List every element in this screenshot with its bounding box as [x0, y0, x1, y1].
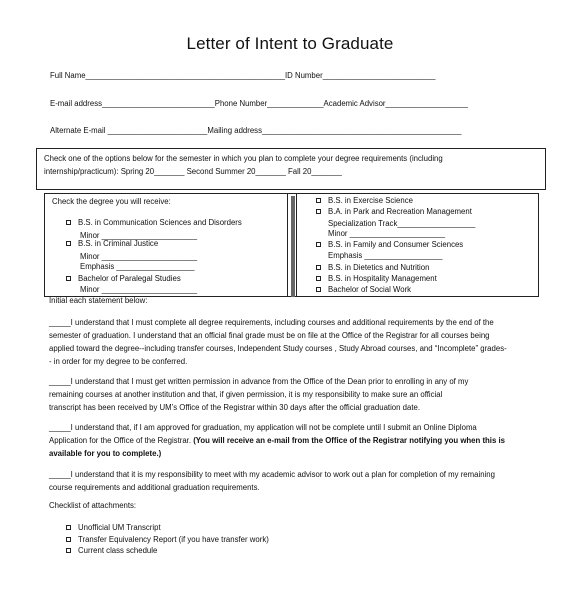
- statement-1-line[interactable]: _____I understand that I must complete all degree requirements, including courses and additional requirements by the end of the: [49, 318, 494, 327]
- checkbox-icon[interactable]: [316, 287, 321, 292]
- statement-2-line: transcript has been received by UM’s Office of the Registrar within 30 days after the official graduation date.: [49, 403, 420, 412]
- checklist-item-transfer[interactable]: Transfer Equivalency Report (if you have transfer work): [66, 535, 269, 545]
- checkbox-icon[interactable]: [316, 242, 321, 247]
- checkbox-icon[interactable]: [66, 241, 71, 246]
- degree-box-shade: [291, 196, 295, 297]
- checkbox-icon[interactable]: [66, 220, 71, 225]
- statement-4-line: course requirements and additional graduation requirements.: [49, 483, 260, 492]
- statement-2-line[interactable]: _____I understand that I must get written permission in advance from the Office of the Dean prior to enrolling in any of my: [49, 377, 469, 386]
- degree-option-park-rec[interactable]: B.A. in Park and Recreation Management: [316, 207, 472, 217]
- semester-instructions: Check one of the options below for the semester in which you plan to complete your degree requirements (including: [44, 154, 443, 163]
- minor-field-paralegal[interactable]: Minor ______________________: [80, 285, 198, 294]
- email-phone-advisor-row[interactable]: E-mail address__________________________Phone Number_____________Academic Advisor___________________: [50, 99, 468, 108]
- statement-3-line[interactable]: _____I understand that, if I am approved for graduation, my application will not be complete until I submit an Online Diploma: [49, 423, 477, 432]
- checkbox-icon[interactable]: [316, 198, 321, 203]
- degree-option-hospitality[interactable]: B.S. in Hospitality Management: [316, 274, 437, 284]
- degree-option-cj[interactable]: B.S. in Criminal Justice: [66, 239, 158, 249]
- statement-3: [49, 421, 539, 460]
- statement-3-line: Application for the Office of the Registrar. (You will receive an e-mail from the Office of the Registrar notifying you when this is: [49, 436, 505, 445]
- statement-3-line: available for you to complete.): [49, 449, 162, 458]
- statement-2: [49, 375, 539, 414]
- statement-4: [49, 468, 539, 494]
- statement-1: [49, 316, 539, 368]
- checkbox-icon[interactable]: [316, 276, 321, 281]
- minor-field-cj[interactable]: Minor ______________________: [80, 252, 198, 261]
- statement-1-line: applied toward the degree--including transfer courses, Independent Study courses , Study Abroad courses, and “Incomplete” grades-: [49, 344, 507, 353]
- statement-1-line: semester of graduation. I understand that an official final grade must be on file at the Office of the Registrar for all courses being: [49, 331, 490, 340]
- semester-options[interactable]: internship/practicum): Spring 20_______ Second Summer 20_______ Fall 20_______: [44, 167, 342, 176]
- alt-email-mailing-row[interactable]: Alternate E-mail _______________________Mailing address______________________________________________: [50, 126, 462, 135]
- emphasis-field-cj[interactable]: Emphasis __________________: [80, 262, 195, 271]
- checklist-item-schedule[interactable]: Current class schedule: [66, 546, 157, 556]
- degree-box-divider-right: [296, 193, 297, 297]
- checkbox-icon[interactable]: [66, 537, 71, 542]
- minor-field-csd[interactable]: Minor ______________________: [80, 231, 198, 240]
- checklist-item-transcript[interactable]: Unofficial UM Transcript: [66, 523, 161, 533]
- checkbox-icon[interactable]: [316, 265, 321, 270]
- degree-option-fcs[interactable]: B.S. in Family and Consumer Sciences: [316, 240, 463, 250]
- statement-4-line[interactable]: _____I understand that it is my responsibility to meet with my academic advisor to work out a plan for completion of my remaining: [49, 470, 495, 479]
- checkbox-icon[interactable]: [66, 276, 71, 281]
- degree-option-csd[interactable]: B.S. in Communication Sciences and Disorders: [66, 218, 242, 228]
- emphasis-field-fcs[interactable]: Emphasis __________________: [328, 251, 443, 260]
- checkbox-icon[interactable]: [66, 525, 71, 530]
- degree-heading: Check the degree you will receive:: [52, 197, 171, 206]
- initial-heading: Initial each statement below:: [49, 296, 148, 305]
- degree-option-paralegal[interactable]: Bachelor of Paralegal Studies: [66, 274, 181, 284]
- degree-option-exercise[interactable]: B.S. in Exercise Science: [316, 196, 413, 206]
- top-bar: [0, 0, 580, 20]
- degree-option-dietetics[interactable]: B.S. in Dietetics and Nutrition: [316, 263, 429, 273]
- page-title: Letter of Intent to Graduate: [186, 34, 394, 53]
- degree-option-social-work[interactable]: Bachelor of Social Work: [316, 285, 411, 295]
- specialization-field[interactable]: Specialization Track__________________: [328, 219, 476, 228]
- statement-1-line: - in order for my degree to be conferred.: [49, 357, 188, 366]
- minor-field-park-rec[interactable]: Minor ______________________: [328, 229, 446, 238]
- checklist-heading: Checklist of attachments:: [49, 501, 137, 510]
- degree-box-divider: [287, 193, 288, 297]
- full-name-id-row[interactable]: Full Name______________________________________________ID Number__________________________: [50, 71, 436, 80]
- statement-2-line: remaining courses at another institution and that, if given permission, it is my responsibility to make sure an official: [49, 390, 443, 399]
- checkbox-icon[interactable]: [66, 548, 71, 553]
- checkbox-icon[interactable]: [316, 209, 321, 214]
